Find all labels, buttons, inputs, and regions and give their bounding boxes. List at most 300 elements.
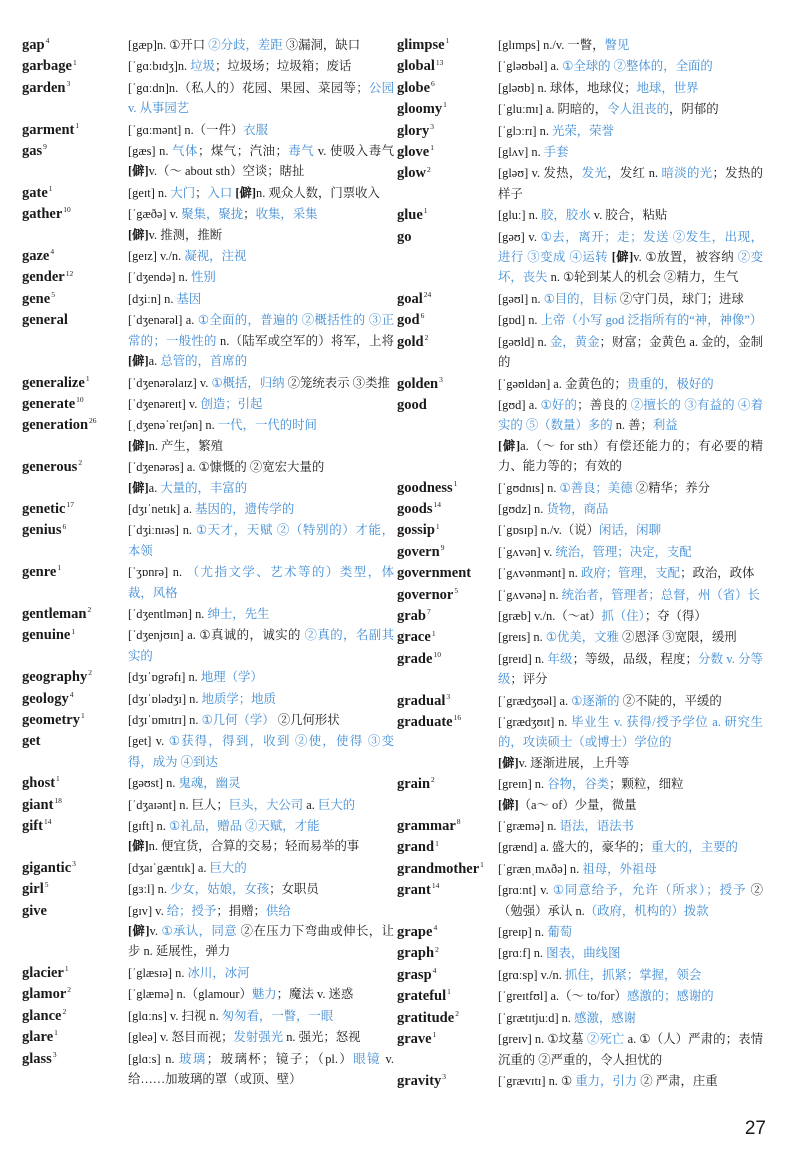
headword-cell [22, 520, 128, 540]
headword-cell [397, 142, 498, 162]
key-meaning: ②分歧，差距 [208, 38, 283, 52]
definition-main [128, 35, 394, 55]
headword: ghost [22, 775, 56, 792]
definition-text: [ˈglɔːrɪ] n. [498, 123, 553, 138]
definition-main [498, 310, 763, 330]
definition-text: [gəʊld] n. [498, 334, 550, 349]
definition-text: [glʌv] n. [498, 145, 544, 160]
definition [498, 712, 763, 773]
headword: gentleman [22, 605, 87, 622]
headword: glove [397, 144, 430, 161]
definition [128, 415, 394, 456]
definition-main [128, 795, 394, 815]
definition-text: n.（陆军或空军的）将军，上将 [216, 333, 395, 348]
definition-text: [ˌdʒenəˈreɪʃən] n. [128, 418, 218, 433]
key-meaning: 发射强光 [233, 1030, 284, 1045]
dictionary-entry [397, 99, 763, 119]
definition-text: a.（～ for sth）有偿还能力的；有必要的精力、能力等的；有效的 [498, 438, 763, 474]
rare-sense-marker: [僻] [235, 185, 257, 200]
frequency-mark: 14 [43, 817, 52, 827]
definition-rare-sense [128, 225, 394, 245]
headword-cell [22, 562, 128, 582]
headword: give [22, 902, 47, 919]
headword-cell [397, 520, 498, 540]
definition [128, 604, 394, 624]
headword: globe [397, 79, 431, 96]
frequency-mark: 4 [433, 923, 438, 933]
headword-cell [22, 1027, 128, 1047]
definition-main [128, 625, 394, 666]
dictionary-entry [397, 35, 763, 55]
frequency-mark: 1 [430, 143, 434, 153]
definition [498, 163, 763, 204]
frequency-mark: 6 [420, 311, 425, 321]
rare-sense-marker: [僻] [128, 164, 149, 179]
dictionary-entry [397, 563, 763, 583]
key-meaning: ①好的 [540, 397, 578, 412]
definition-text: [ˈgrævɪtɪ] n. ① [498, 1073, 576, 1088]
dictionary-entry [22, 879, 394, 899]
headword: general [22, 312, 68, 329]
headword: giant [22, 796, 54, 813]
definition-main [128, 394, 394, 414]
definition-text: [gɪv] v. [128, 903, 167, 918]
definition [498, 816, 763, 836]
key-meaning: 贵重的，极好的 [626, 376, 714, 391]
dictionary-entry [22, 858, 394, 878]
key-meaning: 绅士，先生 [207, 606, 270, 621]
headword-cell [397, 649, 498, 669]
key-meaning: ①获得，得到，收到 ②使，使得 ③变得，成为 ④到达 [128, 734, 394, 769]
definition-main [128, 499, 394, 519]
definition-text: [glɑːns] v. 扫视 n. [128, 1008, 222, 1023]
key-meaning: 分数 v. 分等级 [498, 651, 764, 687]
definition-text: [græb] v./n.（～at） [498, 608, 602, 623]
frequency-mark: 2 [78, 458, 83, 468]
definition-text: ；颗粒，细粒 [609, 777, 684, 792]
definition-text: ③漏洞，缺口 [282, 38, 361, 52]
definition [128, 667, 394, 687]
frequency-mark: 1 [435, 838, 439, 848]
headword-cell [397, 163, 498, 183]
headword: gate [22, 184, 48, 201]
dictionary-entry [397, 395, 763, 477]
key-meaning: ②真的，名副其实的 [128, 628, 394, 663]
definition-text: [ˈdʒenərəs] a. ①慷慨的 ②宽宏大量的 [128, 460, 325, 475]
key-meaning: 闲话，闲聊 [599, 523, 661, 538]
definition-main [128, 773, 394, 793]
definition [498, 627, 763, 647]
frequency-mark: 18 [54, 795, 62, 805]
key-meaning: ①几何（学） [201, 713, 275, 727]
dictionary-entry [397, 859, 763, 879]
frequency-mark: 2 [431, 775, 435, 785]
definition [128, 394, 394, 414]
key-meaning: 感激，感谢 [574, 1010, 637, 1025]
definition-text: [ˈgreɪtfʊl] a.（～ to/for） [498, 989, 627, 1004]
definition-main [498, 205, 763, 225]
frequency-mark: 1 [48, 184, 53, 194]
definition [128, 1027, 394, 1047]
headword: garment [22, 121, 75, 138]
key-meaning: 光荣，荣誉 [552, 123, 614, 138]
definition-text: [ˈʒɒnrə] n. [128, 565, 187, 580]
definition-text: v. 使吸入毒气 [314, 144, 395, 159]
headword-cell [397, 35, 498, 55]
dictionary-entry [22, 289, 394, 309]
headword: genuine [22, 627, 71, 644]
definition [498, 965, 763, 985]
key-meaning: 手套 [543, 145, 569, 160]
definition [128, 816, 394, 857]
definition [498, 78, 763, 98]
definition-main [128, 710, 394, 730]
frequency-mark: 3 [66, 78, 71, 88]
dictionary-entry [22, 267, 394, 287]
definition [498, 922, 763, 942]
definition-text: ；魔法 v. 迷惑 [276, 987, 354, 1002]
definition [498, 774, 763, 815]
definition-main [498, 142, 763, 162]
definition-text: [greɪv] n. ①坟墓 [498, 1032, 587, 1047]
frequency-mark: 1 [453, 478, 458, 488]
definition-text: [gæp]n. ①开口 [128, 38, 209, 52]
headword-cell [397, 563, 498, 583]
definition-text: [ˈgæðə] v. [128, 207, 182, 222]
frequency-mark: 26 [89, 416, 97, 426]
headword-cell [22, 731, 128, 751]
definition [128, 963, 394, 983]
dictionary-entry [22, 141, 394, 182]
definition-text: [ˈgɑːdn]n.（私人的）花园、果园、菜园等； [128, 80, 369, 95]
frequency-mark: 9 [440, 542, 445, 552]
definition [498, 227, 763, 288]
headword-cell [22, 289, 128, 309]
frequency-mark: 1 [423, 206, 428, 216]
key-meaning: 聚集，聚拢 [181, 207, 244, 222]
definition-text: [gəʊst] n. [128, 776, 179, 791]
dictionary-entry [397, 627, 763, 647]
definition-text: [grænd] a. 盛大的，豪华的； [498, 840, 652, 855]
definition-text: [ˈgrædʒʊɪt] n. [498, 715, 572, 729]
definition-main [498, 332, 763, 373]
headword-cell [22, 183, 128, 203]
frequency-mark: 3 [72, 859, 76, 869]
headword: genius [22, 522, 62, 539]
definition-text: [ˈdʒendə] n. [128, 270, 191, 285]
dictionary-entry [22, 795, 394, 815]
definition-text: [ˈgɑːbɪdʒ]n. [128, 59, 191, 74]
definition [128, 901, 394, 962]
key-meaning: 上帝（小写 god 泛指所有的“神，神像”） [540, 313, 763, 328]
key-meaning: 语法，语法书 [559, 819, 634, 834]
definition-text: ，阴郁的 [669, 102, 719, 117]
headword-cell [397, 816, 498, 836]
definition-main [498, 712, 763, 753]
definition-text: [grɑːsp] v./n. [498, 967, 565, 982]
definition-text: [ˈgʊdnɪs] n. [498, 480, 560, 495]
definition [498, 310, 763, 330]
headword: generation [22, 417, 89, 434]
frequency-mark: 16 [453, 713, 462, 723]
key-meaning: 供给 [265, 903, 291, 918]
dictionary-entry [22, 689, 394, 709]
headword-cell [397, 99, 498, 119]
definition-text: ②在压力下弯曲或伸长，让步 n. 延展性，弹力 [128, 924, 394, 959]
headword-cell [22, 78, 128, 98]
headword: gap [22, 37, 45, 53]
dictionary-entry [22, 901, 394, 962]
key-meaning: 大量的，丰富的 [160, 480, 248, 495]
definition-text: [geɪt] n. [128, 185, 171, 200]
headword: grasp [397, 966, 432, 983]
headword-cell [397, 606, 498, 626]
definition [498, 35, 763, 55]
frequency-mark: 1 [85, 373, 90, 383]
definition [128, 710, 394, 730]
frequency-mark: 24 [423, 290, 432, 300]
definition-text: ；政治，政体 [680, 566, 755, 581]
definition-main [498, 78, 763, 98]
definition [128, 267, 394, 287]
definition-main [498, 1071, 763, 1091]
definition-text: [dʒɪˈɒgrəfɪ] n. [128, 670, 201, 685]
definition [128, 35, 394, 55]
key-meaning: 垃圾 [190, 59, 216, 74]
frequency-mark: 14 [433, 500, 441, 510]
definition-text: [grɑːf] n. [498, 946, 547, 961]
definition-main [498, 395, 763, 436]
definition-main [498, 859, 763, 879]
definition-main [498, 627, 763, 647]
frequency-mark: 1 [71, 626, 76, 636]
dictionary-entry [397, 1008, 763, 1028]
key-meaning: ②变坏，丧失 [498, 250, 763, 285]
frequency-mark: 17 [66, 500, 74, 510]
definition-main [128, 246, 394, 266]
headword-cell [22, 773, 128, 793]
definition-text: [ˈglæmə] n.（glamour） [128, 987, 252, 1002]
dictionary-entry [22, 204, 394, 245]
definition-main [128, 120, 394, 140]
headword-cell [22, 625, 128, 645]
definition-rare-sense [128, 836, 394, 856]
headword-cell [397, 227, 498, 247]
definition [498, 478, 763, 498]
key-meaning: 地质学；地质 [201, 691, 276, 706]
frequency-mark: 2 [88, 668, 92, 678]
definition [128, 499, 394, 519]
key-meaning: ①全面的，普遍的 ②概括性的 ③正常的；一般性的 [128, 313, 394, 348]
headword-cell [22, 858, 128, 878]
definition-main [498, 520, 763, 540]
key-meaning: 重大的，主要的 [651, 840, 738, 855]
definition [498, 986, 763, 1006]
definition-main [128, 415, 394, 435]
rare-sense-marker: [僻] [498, 755, 519, 770]
key-meaning: 地球，世界 [636, 80, 699, 95]
definition-main [128, 667, 394, 687]
headword-cell [22, 457, 128, 477]
definition-main [498, 585, 763, 605]
definition-main [498, 691, 763, 711]
definition [498, 880, 763, 921]
headword: genre [22, 564, 57, 581]
definition-text: [get] v. [128, 734, 169, 749]
frequency-mark: 1 [56, 774, 60, 784]
definition [128, 204, 394, 245]
dictionary-entry [397, 520, 763, 540]
definition-main [128, 731, 394, 772]
definition-main [128, 963, 394, 983]
dictionary-entry [397, 585, 763, 605]
definition-main [128, 1049, 394, 1090]
definition-text: [geɪz] v./n. [128, 249, 185, 264]
frequency-mark: 2 [62, 1006, 67, 1016]
definition-text: v.（～ about sth）空谈；瞎扯 [148, 164, 305, 179]
definition-main [498, 563, 763, 583]
definition-main [128, 879, 394, 899]
frequency-mark: 2 [87, 605, 92, 615]
key-meaning: 公园 v. 从事园艺 [128, 80, 394, 116]
headword: grammar [397, 818, 456, 835]
definition-rare-sense [128, 436, 394, 456]
dictionary-entry [22, 1027, 394, 1047]
key-meaning: ①同意给予，允许（所求）；授予 [552, 883, 747, 898]
headword: governor [397, 586, 454, 603]
dictionary-entry [397, 837, 763, 857]
definition [498, 542, 763, 562]
definition [498, 837, 763, 857]
frequency-mark: 1 [447, 987, 451, 997]
headword: grace [397, 629, 431, 646]
headword-cell [397, 627, 498, 647]
headword: graph [397, 945, 435, 962]
key-meaning: ①天才，天赋 ②（特别的）才能，本领 [128, 523, 394, 558]
headword-cell [397, 332, 498, 352]
headword-cell [397, 56, 498, 76]
dictionary-entry [397, 332, 763, 373]
definition-main [128, 901, 394, 921]
key-meaning: 祖母，外祖母 [582, 861, 657, 876]
definition-text: ②不陡的，平缓的 [619, 693, 722, 708]
headword: gather [22, 206, 63, 223]
headword: gravity [397, 1072, 442, 1089]
key-meaning: 感激的；感谢的 [626, 989, 714, 1004]
definition-text: ②恩泽 ③宽限，缓刑 [618, 630, 737, 645]
headword: geology [22, 690, 69, 707]
headword-cell [22, 901, 128, 921]
dictionary-entry [397, 943, 763, 963]
dictionary-entry [22, 731, 394, 772]
dictionary-entry [397, 56, 763, 76]
key-meaning: 发光 [581, 166, 608, 181]
definition-main [498, 542, 763, 562]
key-meaning: 年级 [547, 651, 573, 666]
headword: glass [22, 1050, 52, 1067]
headword: grape [397, 924, 433, 941]
frequency-mark: 6 [431, 78, 435, 88]
definition-rare-sense [498, 436, 763, 477]
definition-main [498, 374, 763, 394]
dictionary-entry [22, 1006, 394, 1026]
definition-text: ；玻璃杯；镜子；（pl.） [206, 1051, 354, 1066]
frequency-mark: 1 [432, 1030, 437, 1040]
frequency-mark: 5 [51, 290, 55, 300]
frequency-mark: 1 [64, 964, 69, 974]
definition [498, 56, 763, 76]
key-meaning: 毕业生 v. 获得/授予学位 a. 研究生的，攻读硕士（或博士）学位的 [498, 715, 763, 750]
definition [498, 1029, 763, 1070]
dictionary-entry [22, 394, 394, 414]
headword: god [397, 312, 420, 329]
definition-text: [gɜːl] n. [128, 882, 171, 897]
definition-text: [greɪp] n. [498, 925, 548, 940]
headword-cell [22, 667, 128, 687]
definition [128, 879, 394, 899]
frequency-mark: 4 [69, 689, 74, 699]
definition-text: [gɪft] n. [128, 819, 169, 834]
headword: grand [397, 839, 435, 856]
headword-cell [22, 394, 128, 414]
frequency-mark: 2 [424, 332, 429, 342]
headword-cell [22, 267, 128, 287]
definition [128, 795, 394, 815]
frequency-mark: 3 [430, 121, 434, 131]
headword: glamor [22, 986, 67, 1003]
definition [128, 689, 394, 709]
right-column [397, 35, 763, 1092]
key-meaning: 魅力 [251, 987, 277, 1002]
key-meaning: 匆匆看，一瞥，一眼 [221, 1008, 334, 1023]
definition-text: [dʒiːn] n. [128, 291, 177, 306]
headword: goal [397, 290, 423, 307]
definition-text: a. ①（人）严肃的；表情沉重的 ②严重的，令人担忧的 [498, 1032, 764, 1067]
headword-cell [22, 689, 128, 709]
headword-cell [22, 373, 128, 393]
dictionary-entry [397, 163, 763, 204]
definition [498, 289, 763, 309]
headword-cell [397, 922, 498, 942]
dictionary-entry [22, 1049, 394, 1090]
key-meaning: ①礼品，赠品 ②天赋，才能 [168, 819, 320, 834]
key-meaning: 金，黄金 [549, 334, 600, 349]
definition-text: [dʒɪˈɒmɪtrɪ] n. [128, 713, 202, 727]
dictionary-entry [22, 183, 394, 203]
definition [498, 520, 763, 540]
definition [128, 56, 394, 76]
definition-text: ② 严肃，庄重 [637, 1073, 718, 1088]
headword-cell [22, 204, 128, 224]
key-meaning: 暗淡的光 [661, 166, 713, 181]
headword: geometry [22, 712, 80, 728]
headword: graduate [397, 714, 453, 730]
key-meaning: 葡萄 [547, 925, 572, 940]
definition-main [498, 986, 763, 1006]
definition-rare-sense [128, 921, 394, 962]
key-meaning: ①目的，目标 [543, 291, 617, 306]
key-meaning: 给；授予 [166, 903, 217, 918]
frequency-mark: 5 [454, 585, 459, 595]
definition [498, 121, 763, 141]
dictionary-entry [397, 986, 763, 1006]
headword: grant [397, 882, 431, 899]
definition-main [498, 837, 763, 857]
headword: good [397, 396, 427, 413]
headword: glory [397, 122, 430, 139]
headword-cell [397, 205, 498, 225]
headword-cell [22, 56, 128, 76]
